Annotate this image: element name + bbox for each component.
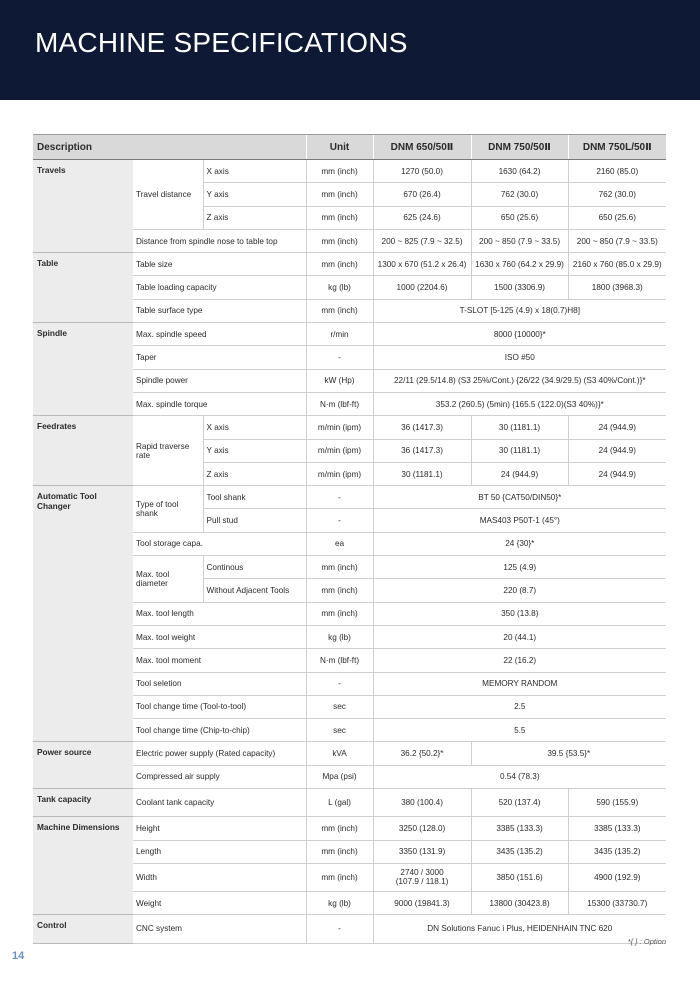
row-label: Continous — [203, 556, 306, 579]
row-unit: kg (lb) — [306, 625, 373, 648]
cell-value: 650 (25.6) — [471, 206, 568, 229]
row-unit: mm (inch) — [306, 602, 373, 625]
width-value-line1: 2740 / 3000 — [400, 868, 444, 878]
cell-value: 15300 (33730.7) — [568, 891, 666, 914]
row-label: Y axis — [203, 183, 306, 206]
cell-value: 30 (1181.1) — [471, 439, 568, 462]
header-banner — [0, 0, 700, 100]
category-power-source: Power source — [33, 742, 133, 789]
table-header-row — [33, 135, 666, 160]
row-unit: mm (inch) — [306, 253, 373, 276]
row-unit: m/min (ipm) — [306, 439, 373, 462]
cell-value: 350 (13.8) — [373, 602, 666, 625]
cell-value: 1000 (2204.6) — [373, 276, 471, 299]
category-tank-capacity: Tank capacity — [33, 789, 133, 817]
cell-value: 20 (44.1) — [373, 625, 666, 648]
cell-value: 3250 (128.0) — [373, 817, 471, 840]
row-label: Weight — [133, 891, 306, 914]
width-value-line2: (107.9 / 118.1) — [395, 877, 449, 887]
cell-value: T-SLOT [5-125 (4.9) x 18(0.7)H8] — [373, 299, 666, 322]
table-row — [33, 253, 666, 276]
cell-value: 24 (944.9) — [471, 462, 568, 485]
row-unit: sec — [306, 719, 373, 742]
row-label: X axis — [203, 416, 306, 439]
rapid-traverse-label: Rapid traverse rate — [133, 416, 203, 486]
row-label: Taper — [133, 346, 306, 369]
row-label: Z axis — [203, 462, 306, 485]
cell-value: DN Solutions Fanuc i Plus, HEIDENHAIN TNC 620 — [373, 915, 666, 943]
cell-value: 353.2 (260.5) (5min) {165.5 (122.0)(S3 40%)}* — [373, 392, 666, 415]
cell-value: 4900 (192.9) — [568, 863, 666, 891]
row-label: Max. spindle speed — [133, 323, 306, 346]
row-label: Length — [133, 840, 306, 863]
header-model-650: DNM 650/50Ⅱ — [373, 135, 471, 160]
cell-value: 1300 x 670 (51.2 x 26.4) — [373, 253, 471, 276]
row-unit: - — [306, 486, 373, 509]
cell-value: 200 ~ 850 (7.9 ~ 33.5) — [471, 229, 568, 252]
row-label: Tool seletion — [133, 672, 306, 695]
cell-value: 36 (1417.3) — [373, 416, 471, 439]
row-label: Tool shank — [203, 486, 306, 509]
row-label: Table loading capacity — [133, 276, 306, 299]
cell-value: 24 (944.9) — [568, 462, 666, 485]
cell-value: 39.5 {53.5}* — [471, 742, 666, 765]
row-unit: m/min (ipm) — [306, 462, 373, 485]
row-label: Spindle power — [133, 369, 306, 392]
row-unit: kg (lb) — [306, 276, 373, 299]
cell-value: 625 (24.6) — [373, 206, 471, 229]
cell-value: 670 (26.4) — [373, 183, 471, 206]
cell-value: 650 (25.6) — [568, 206, 666, 229]
cell-value: 2.5 — [373, 695, 666, 718]
row-label: Tool change time (Tool-to-tool) — [133, 695, 306, 718]
row-unit: mm (inch) — [306, 840, 373, 863]
cell-value: 9000 (19841.3) — [373, 891, 471, 914]
category-atc: Automatic Tool Changer — [33, 486, 133, 742]
cell-value: ISO #50 — [373, 346, 666, 369]
table-row — [33, 486, 666, 509]
row-unit: - — [306, 346, 373, 369]
page-number: 14 — [12, 950, 25, 962]
cell-value: 5.5 — [373, 719, 666, 742]
cell-value: 3435 (135.2) — [568, 840, 666, 863]
row-label: Coolant tank capacity — [133, 789, 306, 817]
row-label: Y axis — [203, 439, 306, 462]
cell-value: 220 (8.7) — [373, 579, 666, 602]
header-model-750l: DNM 750L/50Ⅱ — [568, 135, 666, 160]
cell-value: 1500 (3306.9) — [471, 276, 568, 299]
table-row — [33, 160, 666, 183]
row-label: Width — [133, 863, 306, 891]
cell-value: 36.2 {50.2}* — [373, 742, 471, 765]
cell-value: 3850 (151.6) — [471, 863, 568, 891]
table-row — [33, 416, 666, 439]
cell-value: 520 (137.4) — [471, 789, 568, 817]
category-table: Table — [33, 253, 133, 323]
cell-value: 762 (30.0) — [568, 183, 666, 206]
spec-table — [33, 134, 666, 944]
type-of-shank-label: Type of tool shank — [133, 486, 203, 533]
row-label: Max. tool moment — [133, 649, 306, 672]
row-unit: mm (inch) — [306, 160, 373, 183]
cell-value — [373, 863, 471, 891]
cell-value: 3435 (135.2) — [471, 840, 568, 863]
row-unit: mm (inch) — [306, 206, 373, 229]
header-model-750: DNM 750/50Ⅱ — [471, 135, 568, 160]
row-unit: mm (inch) — [306, 229, 373, 252]
cell-value: 590 (155.9) — [568, 789, 666, 817]
cell-value: MEMORY RANDOM — [373, 672, 666, 695]
row-unit: ea — [306, 532, 373, 555]
row-unit: mm (inch) — [306, 817, 373, 840]
row-unit: mm (inch) — [306, 579, 373, 602]
cell-value: 0.54 (78.3) — [373, 765, 666, 788]
row-label: Height — [133, 817, 306, 840]
category-feedrates: Feedrates — [33, 416, 133, 486]
cell-value: 24 (944.9) — [568, 416, 666, 439]
row-unit: mm (inch) — [306, 556, 373, 579]
row-unit: N·m (lbf-ft) — [306, 392, 373, 415]
row-unit: kg (lb) — [306, 891, 373, 914]
row-label: Electric power supply (Rated capacity) — [133, 742, 306, 765]
row-label: Tool change time (Chip-to-chip) — [133, 719, 306, 742]
row-unit: r/min — [306, 323, 373, 346]
row-unit: Mpa (psi) — [306, 765, 373, 788]
cell-value: 3385 (133.3) — [471, 817, 568, 840]
cell-value: 1800 (3968.3) — [568, 276, 666, 299]
row-unit: kW (Hp) — [306, 369, 373, 392]
row-unit: sec — [306, 695, 373, 718]
header-description: Description — [33, 135, 306, 160]
table-row — [33, 323, 666, 346]
cell-value: 8000 {10000}* — [373, 323, 666, 346]
row-label: Pull stud — [203, 509, 306, 532]
header-unit: Unit — [306, 135, 373, 160]
row-unit: mm (inch) — [306, 183, 373, 206]
row-label: Table surface type — [133, 299, 306, 322]
row-unit: m/min (ipm) — [306, 416, 373, 439]
category-travels: Travels — [33, 160, 133, 253]
cell-value: 380 (100.4) — [373, 789, 471, 817]
cell-value: 22 (16.2) — [373, 649, 666, 672]
cell-value: 200 ~ 850 (7.9 ~ 33.5) — [568, 229, 666, 252]
row-label: CNC system — [133, 915, 306, 943]
table-row — [33, 915, 666, 943]
cell-value: 1630 x 760 (64.2 x 29.9) — [471, 253, 568, 276]
table-row — [33, 789, 666, 817]
row-label: Compressed air supply — [133, 765, 306, 788]
row-unit: L (gal) — [306, 789, 373, 817]
row-unit: mm (inch) — [306, 863, 373, 891]
travel-distance-label: Travel distance — [133, 160, 203, 230]
cell-value: 24 (944.9) — [568, 439, 666, 462]
cell-value: 2160 x 760 (85.0 x 29.9) — [568, 253, 666, 276]
cell-value: 2160 (85.0) — [568, 160, 666, 183]
row-label: Without Adjacent Tools — [203, 579, 306, 602]
row-label: Tool storage capa. — [133, 532, 306, 555]
cell-value: 3350 (131.9) — [373, 840, 471, 863]
row-label: Table size — [133, 253, 306, 276]
row-label: Max. spindle torque — [133, 392, 306, 415]
cell-value: 3385 (133.3) — [568, 817, 666, 840]
cell-value: 13800 (30423.8) — [471, 891, 568, 914]
category-spindle: Spindle — [33, 323, 133, 416]
category-machine-dimensions: Machine Dimensions — [33, 817, 133, 915]
cell-value: MAS403 P50T-1 (45°) — [373, 509, 666, 532]
max-tool-diameter-label: Max. tool diameter — [133, 556, 203, 603]
cell-value: 30 (1181.1) — [373, 462, 471, 485]
row-unit: - — [306, 509, 373, 532]
row-unit: N·m (lbf-ft) — [306, 649, 373, 672]
row-unit: - — [306, 915, 373, 943]
cell-value: 762 (30.0) — [471, 183, 568, 206]
cell-value: 22/11 (29.5/14.8) (S3 25%/Cont.) {26/22 (34.9/29.5) (S3 40%/Cont.)}* — [373, 369, 666, 392]
cell-value: 36 (1417.3) — [373, 439, 471, 462]
table-row — [33, 742, 666, 765]
cell-value: 24 {30}* — [373, 532, 666, 555]
category-control: Control — [33, 915, 133, 943]
cell-value: 200 ~ 825 (7.9 ~ 32.5) — [373, 229, 471, 252]
cell-value: 30 (1181.1) — [471, 416, 568, 439]
cell-value: BT 50 {CAT50/DIN50}* — [373, 486, 666, 509]
row-label: Z axis — [203, 206, 306, 229]
row-label: X axis — [203, 160, 306, 183]
row-unit: mm (inch) — [306, 299, 373, 322]
cell-value: 1630 (64.2) — [471, 160, 568, 183]
row-label: Max. tool weight — [133, 625, 306, 648]
row-label: Max. tool length — [133, 602, 306, 625]
row-label: Distance from spindle nose to table top — [133, 229, 306, 252]
option-footnote: *{ } : Option — [627, 937, 666, 946]
page-title: MACHINE SPECIFICATIONS — [35, 27, 408, 58]
cell-value: 125 (4.9) — [373, 556, 666, 579]
cell-value: 1270 (50.0) — [373, 160, 471, 183]
table-row — [33, 817, 666, 840]
row-unit: kVA — [306, 742, 373, 765]
row-unit: - — [306, 672, 373, 695]
